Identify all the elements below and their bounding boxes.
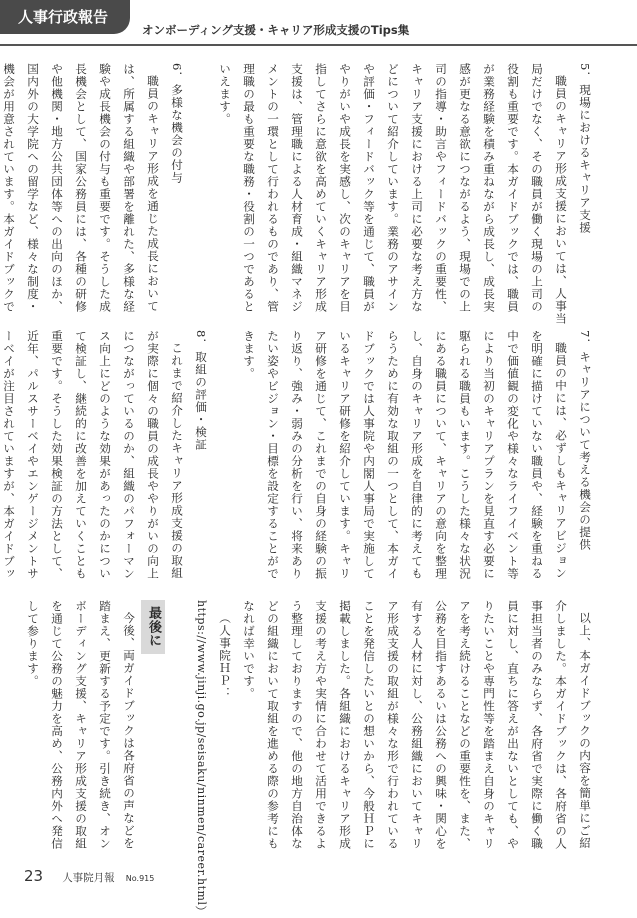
- summary-block: [189, 600, 597, 918]
- section-7: [237, 330, 597, 580]
- article-title: オンボーディング支援・キャリア形成支援のTips集: [142, 23, 410, 37]
- section-tab-label: 人事行政報告: [18, 8, 109, 26]
- section-tab: [0, 0, 130, 34]
- section-heading: 8．取組の評価・検証: [194, 330, 208, 451]
- section-body: 職員のキャリア形成を通じた成長においては、所属する組織や部署を離れた、多様な経験や成長機会の付与も重要です。そうした成長機会として、国家公務員には、各種の研修や他機関・地方公共団体等への出向のほか、国内外の大学院への留学など、様々な制度・機会が用意されています。本ガイドブックで: [2, 63, 160, 313]
- summary-body: 以上、本ガイドブックの内容を簡単にご紹介しました。本ガイドブックは、各府省の人事担当者のみならず、各府省で実際に働く職員に対し、直ちに答えが出ないとしても、やりたいことや専門性等を踏まえ自身のキャリアを考え続けることなどの重要性を、また、公務を目指すあるいは公務への興味・関心を有する人材に対し、公務組織においてキャリア形成支援の取組が様々な形で行われていることを発信したいとの想いから、今般ＨＰに掲載しました。各組織におけるキャリア形成支援の考え方や実情に合わせて活用できるよう整理しておりますので、他の地方自治体などの組織において取組を進める際の参考にもなれば幸いです。: [242, 600, 592, 850]
- final-body: 今後、両ガイドブックは各府省の声などを踏まえ、更新する予定です。引き続き、オンボーディング支援、キャリア形成支援の取組を通じて公務の魅力を高め、公務内外へ発信して参ります。: [26, 600, 136, 850]
- section-heading: 5．現場におけるキャリア支援: [578, 63, 592, 234]
- final-section: [21, 600, 165, 852]
- text-column-middle: [2, 330, 597, 580]
- url-prefix: （人事院ＨＰ：: [218, 611, 232, 700]
- section-8: [0, 330, 213, 580]
- guidebook-url-link[interactable]: https://www.jinji.go.jp/seisaku/ninmen/career.html: [195, 600, 208, 906]
- section-heading: 7．キャリアについて考える機会の提供: [578, 330, 592, 551]
- url-suffix: ）: [194, 905, 208, 918]
- text-column-top: [2, 63, 597, 325]
- url-line: [189, 600, 237, 918]
- issue-number: No.915: [125, 874, 155, 883]
- header-rule: [0, 44, 637, 46]
- section-body: 職員のキャリア形成支援においては、人事当局だけでなく、その職員が働く現場の上司の役割も重要です。本ガイドブックでは、職員が業務経験を積み重ねながら成長し、成長実感が更なる意欲につながるよう、現場での上司の指導・助言やフィードバックの重要性、キャリア支援における上司に必要な考え方などについて紹介しています。業務のアサインや評価・フィードバック等を通じて、職員がやりがいや成長を実感し、次のキャリアを目指してさらに意欲を高めていくキャリア形成支援は、管理職による人材育成・組織マネジメントの一環として行われるものであり、管理職の最も重要な職務・役割の一つであるといえます。: [218, 63, 568, 325]
- section-5: [213, 63, 597, 325]
- page-number: 23: [24, 867, 44, 885]
- magazine-name: 人事院月報: [62, 872, 115, 884]
- section-body: 職員の中には、必ずしもキャリアビジョンを明確に描けていない職員や、経験を重ねる中で価値観の変化や様々なライフイベント等により当初のキャリアプランを見直す必要に駆られる職員もいます。こうした様々な状況にある職員について、キャリアの意向を整理し、自身のキャリア形成を自律的に考えてもらうために有効な取組の一つとして、本ガイドブックでは人事院や内閣人事局で実施しているキャリア研修を紹介しています。キャリア研修を通じて、これまでの自身の経験の振り返り、強み・弱みの分析を行い、将来ありたい姿やビジョン・目標を設定することができます。: [242, 330, 568, 580]
- final-heading: 最後に: [141, 600, 165, 654]
- section-6: [0, 63, 189, 325]
- page-footer: [24, 866, 154, 885]
- section-body: これまで紹介したキャリア形成支援の取組が実際に個々の職員の成長ややりがいの向上につながっているのか、組織のパフォーマンス向上にどのような効果があったのかについて検証し、継続的に改善を加えていくことも重要です。そうした効果検証の方法として、近年、パルスサーベイやエンゲージメントサーベイが注目されていますが、本ガイドブッ: [2, 330, 184, 580]
- section-heading: 6．多様な機会の付与: [170, 63, 184, 184]
